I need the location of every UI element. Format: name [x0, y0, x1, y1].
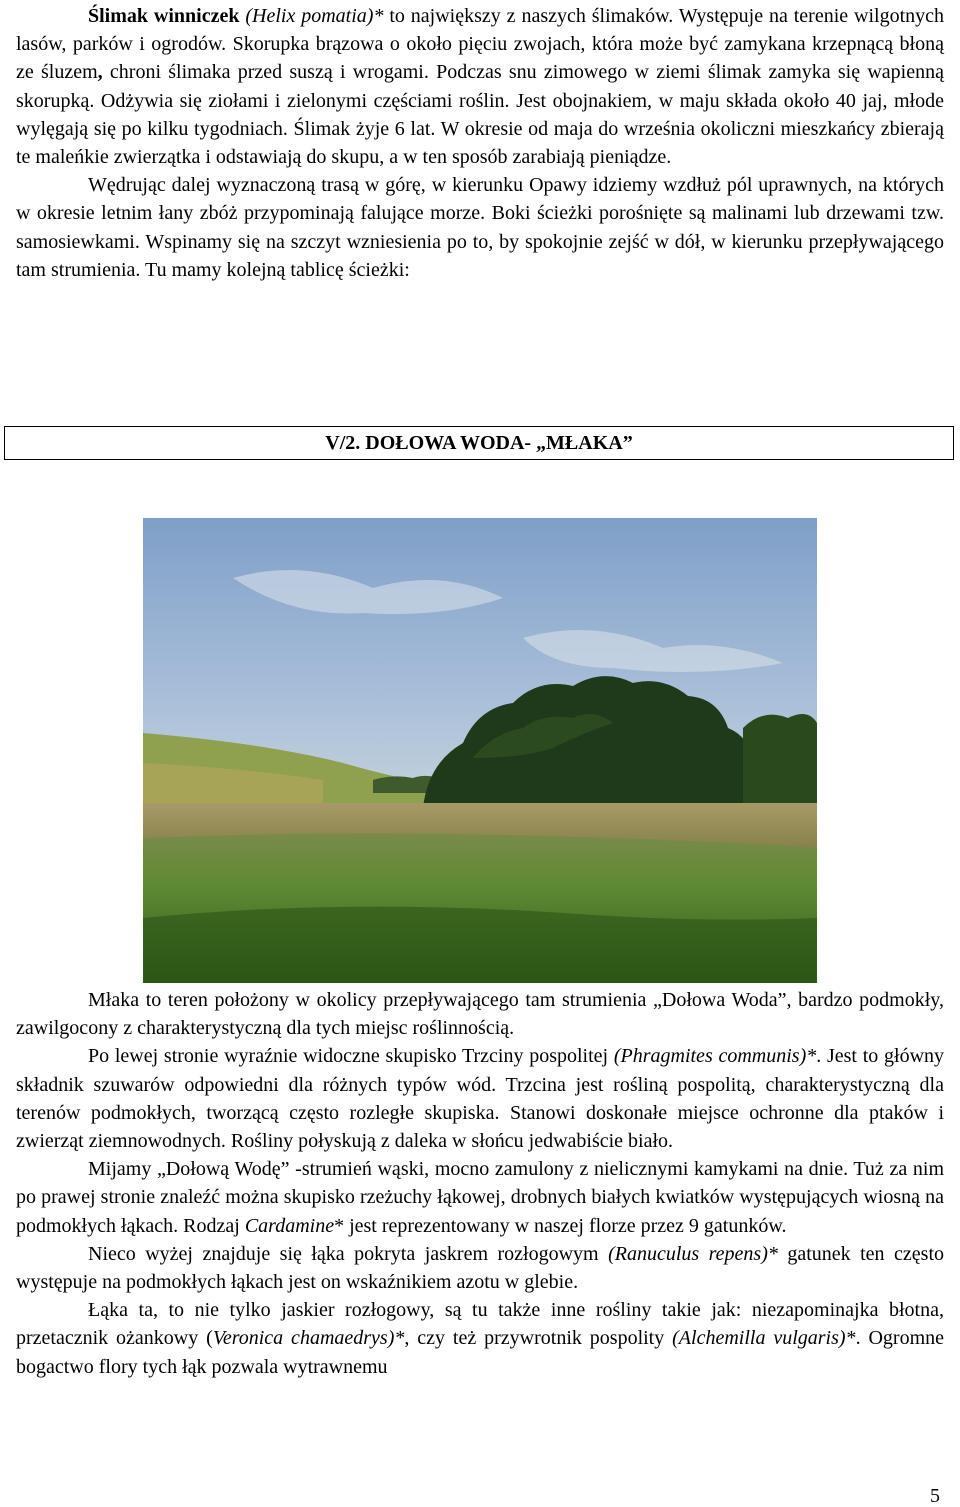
veronica-latin-name: Veronica chamaedrys)*: [212, 1327, 405, 1350]
paragraph-reed: [16, 1042, 944, 1155]
alchemilla-latin-name: (Alchemilla vulgaris)*: [672, 1327, 856, 1350]
meadow-photo: [143, 518, 817, 983]
flora-text-1: Łąka ta, to nie tylko jaskier rozłogowy, są tu także inne rośliny takie jak: niezapominajka błotna, przetacznik ożankowy (: [16, 1299, 944, 1350]
stream-text-1: Mijamy „Dołową Wodę” -strumień wąski, mocno zamulony z nielicznymi kamykami na dnie. Tuż za nim po prawej stronie znaleźć można skupisko rzeżuchy łąkowej, drobnych białych kwiatków występujących wiosną na podmokłych łąkach. Rodzaj: [16, 1158, 944, 1237]
body-text: [16, 986, 944, 1381]
paragraph-meadow-flora: [16, 1296, 944, 1381]
reed-text-2: . Jest to główny składnik szuwarów odpowiedni dla różnych typów wód. Trzcina jest rośliną pospolitą, charakterystyczną dla terenów podmokłych, tworzącą często rozległe skupiska. Stanowi doskonałe miejsce ochronne dla ptaków i zwierząt ziemnowodnych. Rośliny połyskują z daleka w słońcu jedwabiście biało.: [16, 1045, 945, 1153]
flora-text-3: . Ogromne bogactwo flory tych łąk pozwala wytrawnemu: [16, 1327, 944, 1378]
reed-text-1: Po lewej stronie wyraźnie widoczne skupisko Trzciny pospolitej: [88, 1045, 614, 1068]
flora-text-2: , czy też przywrotnik pospolity: [404, 1327, 673, 1350]
cardamine-latin-name: Cardamine: [244, 1214, 335, 1237]
snail-text-2: chroni ślimaka przed suszą i wrogami. Podczas snu zimowego w ziemi ślimak zamyka się wapienną skorupką. Odżywia się ziołami i zielonymi częściami roślin. Jest obojnakiem, w maju składa około 40 jaj, młode wylęgają się po kilku tygodniach. Ślimak żyje 6 lat. W okresie od maja do września okoliczni mieszkańcy zbierają te maleńkie zwierzątka i odstawiają do skupu, a w ten sposób zarabiają pieniądze.: [16, 61, 944, 169]
paragraph-buttercup: [16, 1240, 944, 1296]
intro-text: [16, 2, 944, 284]
meadow-photo-illustration: [143, 518, 817, 983]
buttercup-text-2: gatunek ten często występuje na podmokłych łąkach jest on wskaźnikiem azotu w glebie.: [16, 1242, 945, 1294]
snail-latin-name: (Helix pomatia)*: [245, 5, 384, 27]
paragraph-route: Wędrując dalej wyznaczoną trasą w górę, w kierunku Opawy idziemy wzdłuż pól uprawnych, na których w okresie letnim łany zbóż przypominają falujące morze. Boki ścieżki porośnięte są malinami lub drzewami tzw. samosiewkami. Wspinamy się na szczyt wzniesienia po to, by spokojnie zejść w dół, w kierunku przepływającego tam strumienia. Tu mamy kolejną tablicę ścieżki:: [16, 174, 944, 281]
buttercup-latin-name: (Ranuculus repens)*: [608, 1242, 778, 1265]
page-number: 5: [930, 1485, 940, 1507]
paragraph-snail: [16, 2, 944, 171]
reed-latin-name: (Phragmites communis)*: [613, 1045, 817, 1068]
bold-comma: ,: [97, 61, 103, 84]
buttercup-text-1: Nieco wyżej znajduje się łąka pokryta jaskrem rozłogowym: [88, 1242, 609, 1265]
paragraph-mlaka: Młaka to teren położony w okolicy przepływającego tam strumienia „Dołowa Woda”, bardzo podmokły, zawilgocony z charakterystyczną dla tych miejsc roślinnością.: [16, 989, 944, 1040]
snail-name: Ślimak winniczek: [88, 5, 240, 27]
paragraph-stream: [16, 1155, 944, 1240]
snail-text-1: to największy z naszych ślimaków. Występuje na terenie wilgotnych lasów, parków i ogrodów. Skorupka brązowa o około pięciu zwojach, która może być zamykana krzepnącą błoną ze śluzem: [16, 5, 945, 84]
stream-text-2: * jest reprezentowany w naszej florze przez 9 gatunków.: [334, 1214, 787, 1237]
section-title: V/2. DOŁOWA WODA- „MŁAKA”: [4, 426, 954, 460]
